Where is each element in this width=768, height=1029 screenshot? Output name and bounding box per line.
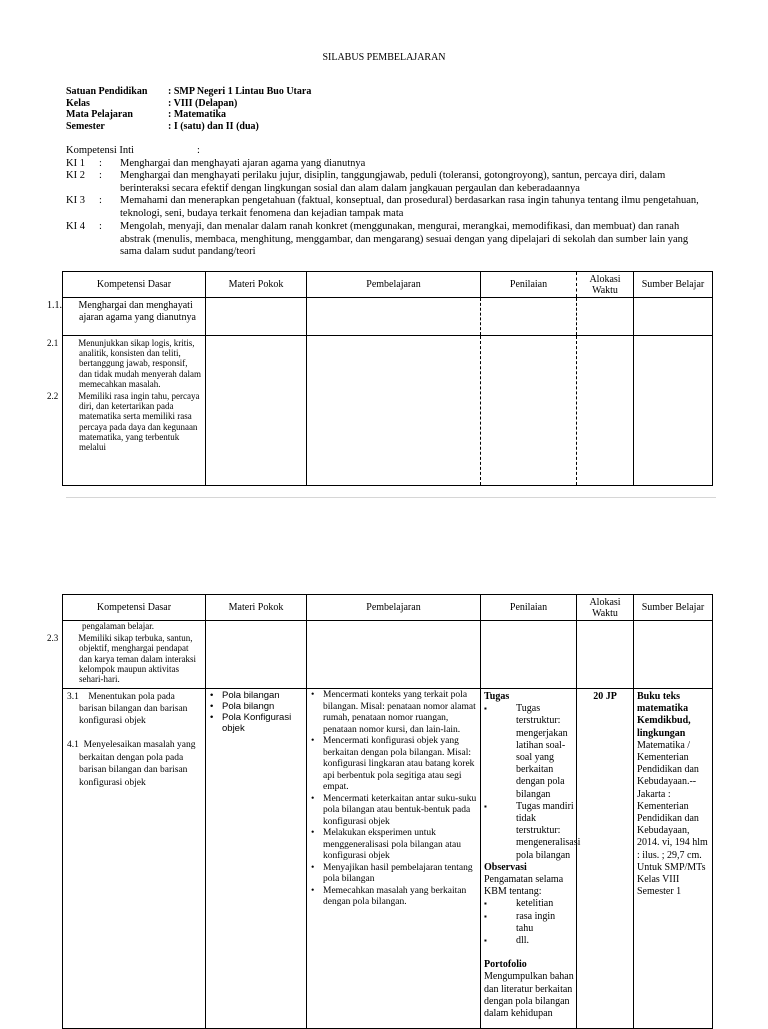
penilaian-cell <box>481 336 577 486</box>
header-materi-pokok: Materi Pokok <box>206 272 307 298</box>
list-item: • Menyajikan hasil pembelajaran tentang pola bilangan <box>323 863 477 886</box>
portofolio-heading: Portofolio <box>484 959 527 971</box>
syllabus-table-page2 <box>47 594 713 1029</box>
identity-row: Kelas : VIII (Delapan) <box>66 97 238 109</box>
list-item: • Pola bilangn <box>222 701 306 712</box>
header-kompetensi-dasar: Kompetensi Dasar <box>63 272 206 298</box>
list-item: ▪ Tugas terstruktur: mengerjakan latihan soal-soal yang berkaitan dengan pola bilangan <box>484 703 574 801</box>
list-item: • Pola Konfigurasi objek <box>222 712 306 734</box>
list-item: ▪ rasa ingin tahu <box>484 911 574 935</box>
ki-item: KI 1 : Menghargai dan menghayati ajaran agama yang dianutnya <box>66 158 366 169</box>
penilaian-cell <box>481 689 581 1029</box>
observasi-heading: Observasi <box>484 861 527 873</box>
materi-cell <box>206 689 307 1029</box>
kd-cell <box>63 689 206 1029</box>
sumber-cell <box>634 621 713 689</box>
ki-item: KI 2 : Menghargai dan menghayati perilaku jujur, disiplin, tanggungjawab, peduli (toleransi, gotongroyong), santun, percaya diri, dalam berinteraksi secara efektif dengan lingkungan sosial dan alam dalam jangkauan pergaulan dan keberadaannya <box>66 170 666 194</box>
alokasi-value: 20 JP <box>593 691 617 702</box>
pembelajaran-cell <box>307 298 481 336</box>
materi-list <box>206 689 306 734</box>
header-penilaian: Penilaian <box>481 272 577 298</box>
alokasi-cell <box>577 621 634 689</box>
penilaian-cell <box>481 621 577 689</box>
observasi-text: Pengamatan selama KBM tentang: <box>484 874 564 898</box>
identity-row: Semester : I (satu) dan II (dua) <box>66 120 259 132</box>
list-item: • Memecahkan masalah yang berkaitan dengan pola bilangan. <box>323 886 477 909</box>
list-item: ▪ ketelitian <box>484 898 574 910</box>
sumber-cell <box>634 689 713 1029</box>
kd-2-3: 2.3 Memiliki sikap terbuka, santun, objektif, menghargai pendapat dan karya teman dalam interaksi kelompok maupun aktivitas sehari-hari. <box>47 633 196 685</box>
document-title: SILABUS PEMBELAJARAN <box>322 52 446 63</box>
kd-cell <box>47 298 206 336</box>
pembelajaran-cell <box>307 689 481 1029</box>
kd-2-2: 2.2 Memiliki rasa ingin tahu, percaya diri, dan ketertarikan pada matematika serta memiliki rasa percaya pada daya dan kegunaan matematika, yang terbentuk melalui <box>47 391 200 453</box>
alokasi-cell <box>577 298 634 336</box>
materi-cell <box>206 336 307 486</box>
tugas-heading: Tugas <box>484 691 510 702</box>
penilaian-content <box>481 689 581 1022</box>
identity-row: Satuan Pendidikan : SMP Negeri 1 Lintau Buo Utara <box>66 86 312 97</box>
header-alokasi-waktu: Alokasi Waktu <box>577 595 634 621</box>
header-sumber-belajar: Sumber Belajar <box>634 595 713 621</box>
list-item: • Mencermati keterkaitan antar suku-suku pola bilangan atau bentuk-bentuk pada konfigurasi objek <box>323 794 477 829</box>
identity-row: Mata Pelajaran : Matematika <box>66 109 227 120</box>
sumber-cell <box>634 336 713 486</box>
header-penilaian: Penilaian <box>481 595 577 621</box>
kd-cell <box>47 621 206 689</box>
sumber-text: Matematika / Kementerian Pendidikan dan Kebudayaan.-- Jakarta : Kementerian Pendidikan dan Kebudayaan, 2014. vi, 194 hlm : ilus. ; 29,7 cm. Untuk SMP/MTs Kelas VIII Semester 1 <box>637 739 708 898</box>
header-kompetensi-dasar: Kompetensi Dasar <box>63 595 206 621</box>
kd-2-1: 2.1 Menunjukkan sikap logis, kritis, analitik, konsisten dan teliti, bertanggung jawab, responsif, dan tidak mudah menyerah dalam memecahkan masalah. <box>47 338 201 389</box>
page-separator <box>66 497 716 498</box>
header-pembelajaran: Pembelajaran <box>307 595 481 621</box>
header-sumber-belajar: Sumber Belajar <box>634 272 713 298</box>
header-pembelajaran: Pembelajaran <box>307 272 481 298</box>
penilaian-cell <box>481 298 577 336</box>
sumber-content <box>634 689 712 900</box>
kd-1-1: 1.1. Menghargai dan menghayati ajaran agama yang dianutnya <box>47 300 196 323</box>
sumber-bold: Buku teks matematika Kemdikbud, lingkungan <box>637 691 691 739</box>
header-materi-pokok: Materi Pokok <box>206 595 307 621</box>
list-item: • Melakukan eksperimen untuk menggeneralisasi pola bilangan atau konfigurasi objek <box>323 828 477 863</box>
syllabus-table-page1 <box>47 271 713 486</box>
list-item: • Mencermati konfigurasi objek yang berkaitan dengan pola bilangan. Misal: konfigurasi lingkaran atau batang korek api berbentuk pola segitiga atau segi empat. <box>323 736 477 794</box>
materi-cell <box>206 621 307 689</box>
ki-item: KI 3 : Memahami dan menerapkan pengetahuan (faktual, konseptual, dan prosedural) berdasarkan rasa ingin tahunya tentang ilmu pengetahuan, teknologi, seni, budaya terkait fenomena dan kejadian tampak mata <box>66 195 699 219</box>
identity-block <box>66 86 311 132</box>
alokasi-cell <box>577 336 634 486</box>
ki-item: KI 4 : Mengolah, menyaji, dan menalar dalam ranah konkret (menggunakan, mengurai, merangkai, memodifikasi, dan membuat) dan ranah abstrak (menulis, membaca, menghitung, menggambar, dan mengarang) sesuai dengan yang dipelajari di sekolah dan sumber lain yang sama dalam sudut pandang/teori <box>66 221 689 257</box>
header-alokasi-waktu: Alokasi Waktu <box>577 272 634 298</box>
list-item: • Mencermati konteks yang terkait pola bilangan. Misal: penataan nomor alamat rumah, penataan nomor ruangan, penataan nomor kursi, dan lain-lain. <box>323 690 477 736</box>
materi-cell <box>206 298 307 336</box>
list-item: ▪ dll. <box>484 935 574 947</box>
kd-4-1: 4.1 Menyelesaikan masalah yang berkaitan dengan pola pada barisan bilangan dan barisan konfigurasi objek <box>67 740 196 788</box>
list-item: ▪ Tugas mandiri tidak terstruktur: mengeneralisasi pola bilangan <box>484 801 574 862</box>
pembelajaran-cell <box>307 621 481 689</box>
pembelajaran-cell <box>307 336 481 486</box>
kd-cell <box>47 336 206 486</box>
kd-continuation: pengalaman belajar. <box>82 621 154 631</box>
kd-3-1: 3.1 Menentukan pola pada barisan bilangan dan barisan konfigurasi objek <box>67 692 188 726</box>
list-item: • Pola bilangan <box>222 690 306 701</box>
alokasi-cell <box>577 689 634 1029</box>
portofolio-text: Mengumpulkan bahan dan literatur berkaitan dengan pola bilangan dalam kehidupan <box>484 971 574 1020</box>
ki-heading: Kompetensi Inti : <box>66 145 200 156</box>
sumber-cell <box>634 298 713 336</box>
pembelajaran-list <box>307 689 480 909</box>
